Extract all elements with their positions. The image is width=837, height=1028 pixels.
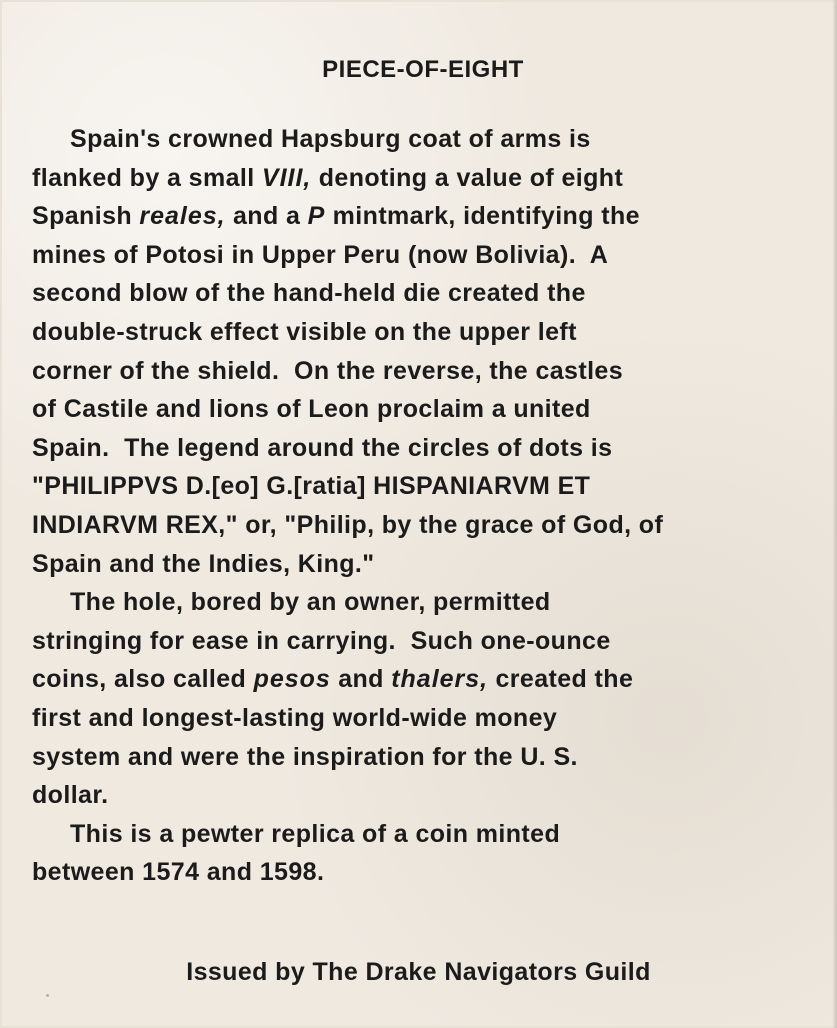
text-line (32, 390, 802, 429)
text-line (32, 467, 802, 506)
text-run: flanked by a small (32, 163, 262, 192)
italic-term: P (307, 202, 326, 231)
italic-term: pesos (253, 665, 331, 694)
italic-term: reales, (139, 202, 226, 231)
issuer-footer: Issued by The Drake Navigators Guild (186, 958, 651, 986)
text-line (32, 853, 802, 892)
text-run: Spain's crowned Hapsburg coat of arms is (70, 125, 591, 153)
text-run: Spanish (32, 202, 140, 231)
text-run: and (330, 665, 392, 694)
text-run: corner of the shield. On the reverse, the castles (32, 356, 624, 385)
text-line (32, 583, 802, 622)
paragraph-hole-and-coins (32, 583, 802, 815)
text-line (32, 699, 802, 738)
text-run: mines of Potosi in Upper Peru (now Bolivia). A (32, 240, 609, 269)
text-line (32, 352, 802, 391)
text-line (32, 236, 802, 275)
text-line (32, 738, 802, 777)
text-run: The hole, bored by an owner, permitted (70, 588, 551, 617)
text-run: denoting a value of eight (311, 163, 624, 192)
text-line (32, 622, 802, 661)
paragraph-coat-of-arms (32, 120, 802, 583)
text-run: This is a pewter replica of a coin minted (70, 819, 561, 848)
text-run: and a (225, 202, 308, 231)
paper-speck (46, 994, 49, 997)
text-line (32, 197, 802, 236)
text-run: Spain and the Indies, King." (32, 549, 375, 578)
text-run: Spain. The legend around the circles of dots is (32, 433, 613, 462)
text-line (32, 120, 802, 159)
text-line (32, 274, 802, 313)
text-line (32, 815, 802, 854)
document (32, 56, 802, 892)
italic-term: thalers, (391, 665, 489, 694)
text-run: between 1574 and 1598. (32, 858, 325, 887)
document-title: PIECE-OF-EIGHT (322, 56, 524, 83)
text-line (32, 660, 802, 699)
text-run: INDIARVM REX," or, "Philip, by the grace of God, of (32, 510, 664, 539)
text-run: created the (488, 665, 634, 694)
text-run: "PHILIPPVS D.[eo] G.[ratia] HISPANIARVM ET (32, 472, 591, 501)
text-run: dollar. (32, 781, 109, 810)
text-run: coins, also called (32, 665, 254, 694)
paper-edge (833, 0, 837, 1028)
text-run: second blow of the hand-held die created the (32, 279, 586, 308)
text-line (32, 429, 802, 468)
text-run: double-struck effect visible on the upper left (32, 317, 577, 346)
text-line (32, 159, 802, 198)
text-line (32, 506, 802, 545)
italic-term: VIII, (261, 163, 312, 192)
text-run: first and longest-lasting world-wide money (32, 703, 558, 732)
text-line (32, 545, 802, 584)
text-line (32, 776, 802, 815)
paragraph-replica-note (32, 815, 802, 892)
text-line (32, 313, 802, 352)
text-run: stringing for ease in carrying. Such one-ounce (32, 626, 611, 655)
text-run: system and were the inspiration for the U. S. (32, 742, 578, 771)
text-run: mintmark, identifying the (325, 202, 640, 231)
text-run: of Castile and lions of Leon proclaim a united (32, 395, 591, 424)
